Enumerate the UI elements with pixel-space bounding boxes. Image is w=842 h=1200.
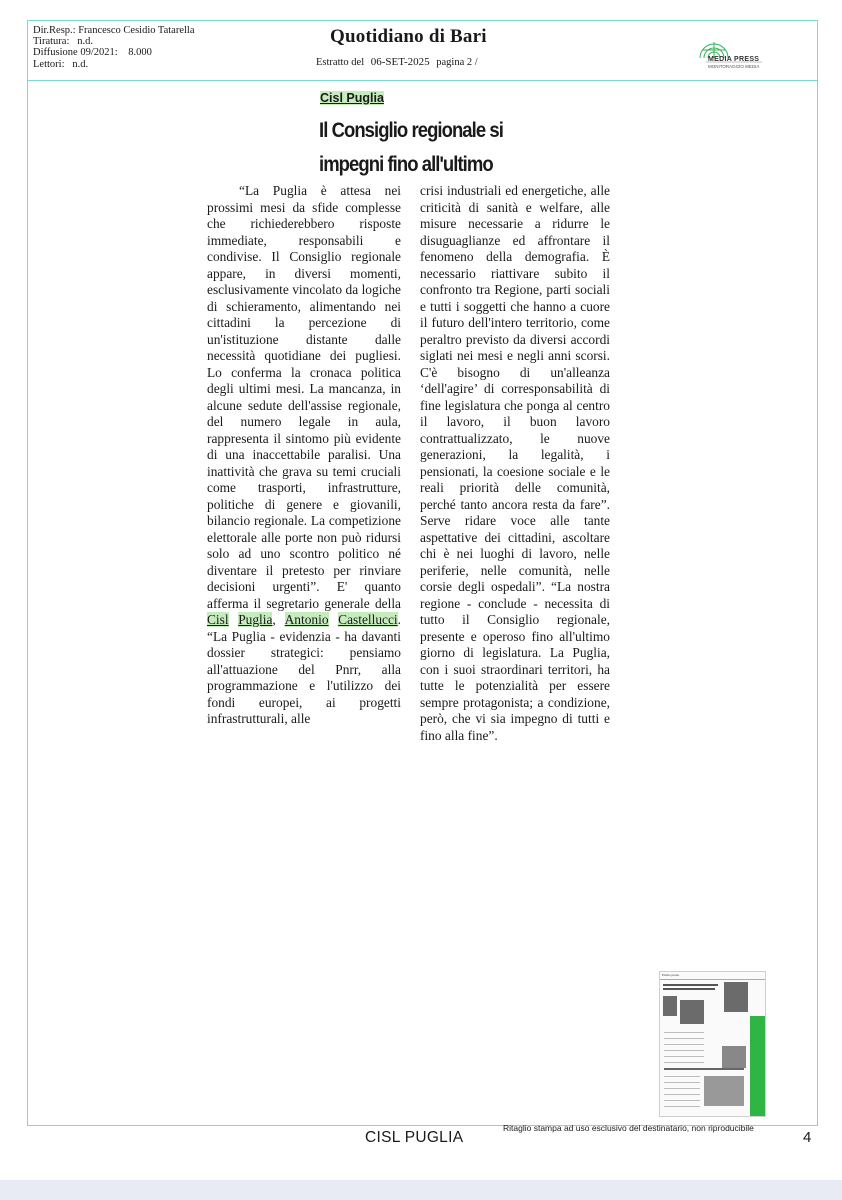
thumbnail-text xyxy=(664,1050,704,1051)
media-press-logo xyxy=(696,38,766,72)
meta-readers: Lettori: n.d. xyxy=(33,58,89,70)
page-thumbnail xyxy=(659,971,766,1117)
thumbnail-text xyxy=(664,1044,704,1045)
thumbnail-photo xyxy=(663,996,677,1016)
thumbnail-text xyxy=(664,1100,700,1101)
thumbnail-photo xyxy=(680,1000,704,1024)
body-text-b: . “La Puglia - evidenzia - ha davanti dossier strategici: pensiamo all'attuazione del Pnrr, alla programmazione e l'utilizzo dei fondi europei, ai progetti infrastrutturali, alle xyxy=(207,612,401,726)
article-kicker: Cisl Puglia xyxy=(320,91,384,105)
thumbnail-text xyxy=(664,1088,700,1089)
headline-line-1: Il Consiglio regionale si xyxy=(319,118,503,142)
thumbnail-text xyxy=(664,1082,700,1083)
thumbnail-highlight xyxy=(750,1016,765,1116)
client-name: CISL PUGLIA xyxy=(365,1129,464,1146)
thumbnail-text xyxy=(664,1032,704,1033)
thumbnail-headline xyxy=(663,988,715,990)
meta-director: Dir.Resp.: Francesco Cesidio Tatarella xyxy=(33,25,195,36)
thumbnail-rule xyxy=(660,979,766,980)
body-text-a: “La Puglia è attesa nei prossimi mesi da sfide complesse che richiederebbero risposte immediate, responsabili e condivise. Il Consiglio regionale appare, in diversi momenti, esclusivamente vincolato da logiche di schieramento, alimentando nei cittadini la percezione di un'istituzione distante dalle necessità quotidiane dei pugliesi. Lo conferma la cronaca politica degli ultimi mesi. La mancanza, in alcune sedute dell'assise regionale, del numero legale in aula, rappresenta il sintomo più evidente di una inaccettabile paralisi. Una inattività che grava su temi cruciali come trasporti, infrastrutture, politiche di genere e giovanili, bilancio regionale. La competizione elettorale alle porte non può ridursi solo ad uno scontro politico né diventare il pretesto per rinviare decisioni urgenti”. E' quanto afferma il segretario generale della xyxy=(207,183,401,611)
page-number: 4 xyxy=(803,1129,812,1146)
publication-meta xyxy=(33,25,195,70)
article-column-left xyxy=(207,183,401,728)
thumbnail-text xyxy=(664,1094,700,1095)
highlight-cisl: Cisl xyxy=(207,612,229,627)
extract-info xyxy=(316,56,478,68)
thumbnail-photo xyxy=(724,982,748,1012)
header-divider xyxy=(28,80,817,81)
thumbnail-text xyxy=(664,1056,704,1057)
page-label: pagina 2 / xyxy=(436,57,478,68)
highlight-antonio: Antonio xyxy=(284,612,329,627)
highlight-castellucci: Castellucci xyxy=(338,612,398,627)
comma: , xyxy=(272,612,276,627)
disclaimer: Ritaglio stampa ad uso esclusivo del destinatario, non riproducibile xyxy=(503,1123,754,1133)
highlight-puglia: Puglia xyxy=(238,612,273,627)
newspaper-title: Quotidiano di Bari xyxy=(330,26,487,47)
thumbnail-masthead: Primo piano xyxy=(662,973,680,977)
thumbnail-text xyxy=(664,1106,700,1107)
thumbnail-text xyxy=(664,1076,700,1077)
meta-print-run: Tiratura: n.d. xyxy=(33,36,93,48)
thumbnail-headline xyxy=(663,984,718,986)
logo-name: MEDIA PRESS xyxy=(708,56,760,63)
thumbnail-photo xyxy=(704,1076,744,1106)
thumbnail-photo xyxy=(722,1046,746,1068)
thumbnail-text xyxy=(664,1062,704,1063)
extract-date: 06-SET-2025 xyxy=(370,56,430,68)
thumbnail-text xyxy=(664,1068,744,1070)
extract-label: Estratto del xyxy=(316,57,365,68)
meta-circulation: Diffusione 09/2021: 8.000 xyxy=(33,47,152,59)
logo-subtitle: MONITORAGGIO MEDIA xyxy=(708,64,760,69)
viewer-bottom-bar xyxy=(0,1180,842,1200)
article-column-right: crisi industriali ed energetiche, alle criticità di sanità e welfare, alle misure necessarie a ridurre le disuguaglianze ed affrontare il fenomeno della demografia. È necessario riattivare subito il confronto tra Regione, parti sociali e tutti i soggetti che hanno a cuore il futuro dell'intero territorio, come peraltro previsto da diversi accordi siglati nei mesi e negli anni scorsi. C'è bisogno di un'alleanza ‘dell'agire’ di corresponsabilità di fine legislatura che ponga al centro il lavoro, il buon lavoro contrattualizzato, le nuove generazioni, la legalità, i pensionati, la coesione sociale e le reali priorità delle comunità, perché tanto ancora resta da fare”. Serve ridare voce alle tante aspettative dei cittadini, ascoltare chi è nei luoghi di lavoro, nelle periferie, nelle comunità, nelle corsie degli ospedali”. “La nostra regione - conclude - necessita di tutto il Consiglio regionale, presente e operoso fino all'ultimo giorno di legislatura. La Puglia, con i suoi straordinari territori, ha tutte le potenzialità per essere sempre protagonista; a condizione, però, che vi sia impegno di tutti e fino alla fine”. xyxy=(420,183,610,743)
thumbnail-text xyxy=(664,1038,704,1039)
article-headline xyxy=(319,113,577,181)
headline-line-2: impegni fino all'ultimo xyxy=(319,152,493,176)
